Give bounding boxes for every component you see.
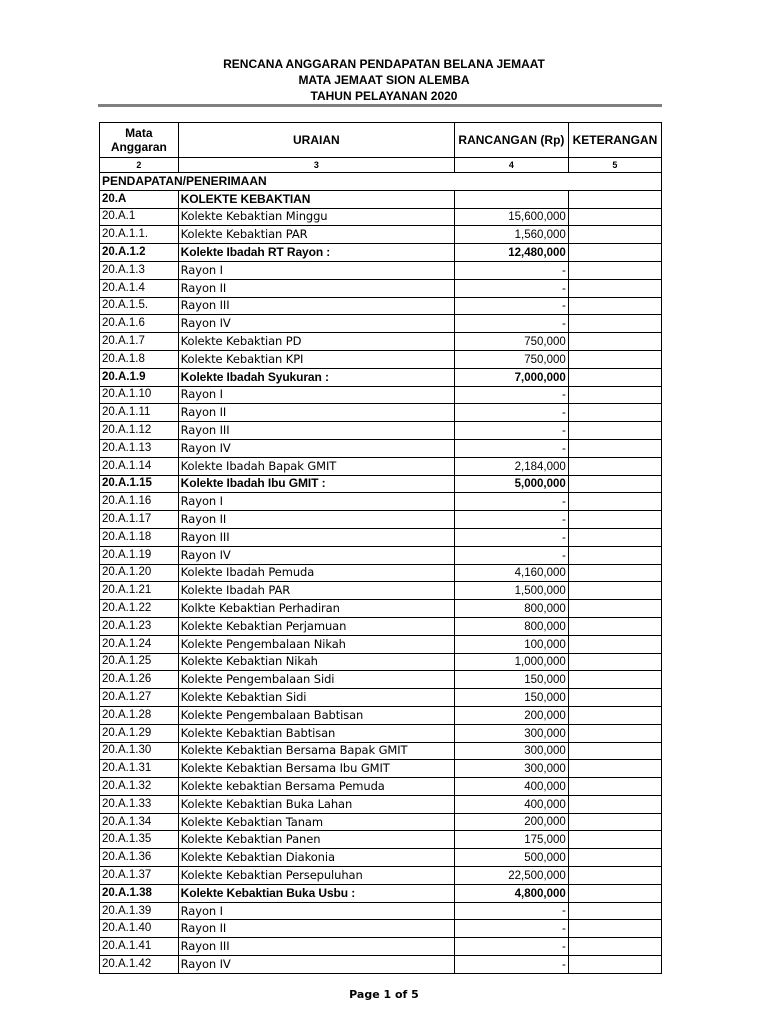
- column-number: 4: [454, 158, 568, 173]
- table-row: [100, 279, 662, 297]
- table-row: [100, 706, 662, 724]
- table-row: [100, 564, 662, 582]
- row-code: 20.A.1.27: [100, 689, 179, 707]
- row-description: Rayon I: [178, 386, 454, 404]
- table-row: [100, 493, 662, 511]
- document-title: [0, 56, 768, 104]
- row-description: Kolekte Pengembalaan Sidi: [178, 671, 454, 689]
- page-footer: Page 1 of 5: [349, 988, 419, 1001]
- table-row: [100, 475, 662, 493]
- row-description: Rayon IV: [178, 546, 454, 564]
- table-row: [100, 617, 662, 635]
- row-code: 20.A.1.34: [100, 813, 179, 831]
- row-description: Kolekte Kebaktian Tanam: [178, 813, 454, 831]
- table-row: [100, 689, 662, 707]
- row-code: 20.A.1.21: [100, 582, 179, 600]
- row-code: 20.A.1.2: [100, 244, 179, 262]
- row-description: Kolekte Kebaktian Buka Usbu :: [178, 884, 454, 902]
- row-note: [568, 404, 661, 422]
- row-description: Kolekte Kebaktian Diakonia: [178, 849, 454, 867]
- row-description: Kolekte Ibadah PAR: [178, 582, 454, 600]
- row-code: 20.A.1.23: [100, 617, 179, 635]
- row-code: 20.A.1.8: [100, 350, 179, 368]
- row-note: [568, 422, 661, 440]
- row-description: Kolekte kebaktian Bersama Pemuda: [178, 778, 454, 796]
- row-description: Kolekte Kebaktian Persepuluhan: [178, 867, 454, 885]
- row-amount: 750,000: [454, 350, 568, 368]
- row-amount: 5,000,000: [454, 475, 568, 493]
- table-row: [100, 867, 662, 885]
- row-description: Kolekte Kebaktian Perjamuan: [178, 617, 454, 635]
- row-note: [568, 546, 661, 564]
- row-code: 20.A.1.38: [100, 884, 179, 902]
- table-row: [100, 938, 662, 956]
- table-row: [100, 956, 662, 974]
- header-row: [100, 123, 662, 158]
- row-code: 20.A.1.41: [100, 938, 179, 956]
- row-code: 20.A.1.14: [100, 457, 179, 475]
- row-amount: 1,560,000: [454, 226, 568, 244]
- row-code: 20.A.1.22: [100, 600, 179, 618]
- row-description: Rayon III: [178, 297, 454, 315]
- row-note: [568, 190, 661, 208]
- row-description: Kolkte Kebaktian Perhadiran: [178, 600, 454, 618]
- row-note: [568, 279, 661, 297]
- row-note: [568, 261, 661, 279]
- table-row: [100, 244, 662, 262]
- row-description: Kolekte Kebaktian PD: [178, 333, 454, 351]
- row-description: Kolekte Ibadah Pemuda: [178, 564, 454, 582]
- row-code: 20.A: [100, 190, 179, 208]
- row-note: [568, 742, 661, 760]
- row-note: [568, 617, 661, 635]
- row-description: Rayon III: [178, 528, 454, 546]
- table-row: [100, 350, 662, 368]
- column-number: 5: [568, 158, 661, 173]
- row-note: [568, 564, 661, 582]
- header-uraian: URAIAN: [178, 123, 454, 158]
- row-note: [568, 778, 661, 796]
- row-description: Rayon II: [178, 511, 454, 529]
- row-code: 20.A.1.16: [100, 493, 179, 511]
- row-amount: 1,500,000: [454, 582, 568, 600]
- table-row: [100, 760, 662, 778]
- row-description: Kolekte Pengembalaan Babtisan: [178, 706, 454, 724]
- row-description: Rayon I: [178, 902, 454, 920]
- row-code: 20.A.1.39: [100, 902, 179, 920]
- table-row: [100, 226, 662, 244]
- row-note: [568, 600, 661, 618]
- row-description: KOLEKTE KEBAKTIAN: [178, 190, 454, 208]
- row-amount: -: [454, 261, 568, 279]
- row-amount: -: [454, 902, 568, 920]
- row-note: [568, 208, 661, 226]
- row-description: Rayon IV: [178, 439, 454, 457]
- row-description: Rayon II: [178, 920, 454, 938]
- row-amount: 100,000: [454, 635, 568, 653]
- row-note: [568, 493, 661, 511]
- table-row: [100, 920, 662, 938]
- row-note: [568, 689, 661, 707]
- table-row: [100, 208, 662, 226]
- table-row: [100, 582, 662, 600]
- row-amount: 200,000: [454, 813, 568, 831]
- row-code: 20.A.1.17: [100, 511, 179, 529]
- row-description: Rayon III: [178, 422, 454, 440]
- table-row: [100, 813, 662, 831]
- row-note: [568, 902, 661, 920]
- row-note: [568, 920, 661, 938]
- row-code: 20.A.1.15: [100, 475, 179, 493]
- row-amount: -: [454, 938, 568, 956]
- row-amount: 800,000: [454, 617, 568, 635]
- row-amount: -: [454, 315, 568, 333]
- row-code: 20.A.1.25: [100, 653, 179, 671]
- row-note: [568, 884, 661, 902]
- row-note: [568, 706, 661, 724]
- row-amount: -: [454, 493, 568, 511]
- row-note: [568, 849, 661, 867]
- row-code: 20.A.1.4: [100, 279, 179, 297]
- row-description: Kolekte Kebaktian PAR: [178, 226, 454, 244]
- row-code: 20.A.1.3: [100, 261, 179, 279]
- budget-table: [99, 122, 662, 974]
- row-amount: -: [454, 386, 568, 404]
- row-amount: 150,000: [454, 671, 568, 689]
- row-code: 20.A.1.6: [100, 315, 179, 333]
- row-code: 20.A.1.40: [100, 920, 179, 938]
- row-code: 20.A.1.32: [100, 778, 179, 796]
- row-code: 20.A.1.33: [100, 795, 179, 813]
- table-row: [100, 795, 662, 813]
- table-row: [100, 297, 662, 315]
- row-description: Kolekte Kebaktian Bersama Bapak GMIT: [178, 742, 454, 760]
- table-row: [100, 600, 662, 618]
- row-note: [568, 475, 661, 493]
- row-amount: 150,000: [454, 689, 568, 707]
- row-description: Rayon I: [178, 493, 454, 511]
- section-label: PENDAPATAN/PENERIMAAN: [100, 173, 662, 191]
- row-note: [568, 653, 661, 671]
- table-row: [100, 261, 662, 279]
- table-row: [100, 528, 662, 546]
- row-note: [568, 582, 661, 600]
- row-code: 20.A.1.28: [100, 706, 179, 724]
- row-amount: 500,000: [454, 849, 568, 867]
- row-code: 20.A.1: [100, 208, 179, 226]
- column-number: 2: [100, 158, 179, 173]
- row-note: [568, 315, 661, 333]
- table-row: [100, 635, 662, 653]
- row-description: Kolekte Pengembalaan Nikah: [178, 635, 454, 653]
- row-amount: -: [454, 511, 568, 529]
- table-row: [100, 422, 662, 440]
- title-line-3: TAHUN PELAYANAN 2020: [310, 89, 458, 103]
- row-note: [568, 956, 661, 974]
- row-amount: 1,000,000: [454, 653, 568, 671]
- table-row: [100, 546, 662, 564]
- title-line-2: MATA JEMAAT SION ALEMBA: [298, 73, 470, 87]
- row-amount: -: [454, 528, 568, 546]
- row-note: [568, 439, 661, 457]
- table-row: [100, 368, 662, 386]
- row-description: Rayon II: [178, 404, 454, 422]
- row-code: 20.A.1.12: [100, 422, 179, 440]
- row-description: Kolekte Kebaktian Minggu: [178, 208, 454, 226]
- row-code: 20.A.1.35: [100, 831, 179, 849]
- row-note: [568, 226, 661, 244]
- row-amount: 300,000: [454, 760, 568, 778]
- row-description: Kolekte Ibadah RT Rayon :: [178, 244, 454, 262]
- column-number: 3: [178, 158, 454, 173]
- row-note: [568, 795, 661, 813]
- row-amount: 400,000: [454, 778, 568, 796]
- row-code: 20.A.1.26: [100, 671, 179, 689]
- row-description: Kolekte Kebaktian Nikah: [178, 653, 454, 671]
- row-amount: 4,160,000: [454, 564, 568, 582]
- row-note: [568, 297, 661, 315]
- table-row: [100, 902, 662, 920]
- title-line-1: RENCANA ANGGARAN PENDAPATAN BELANA JEMAAT: [223, 57, 545, 71]
- row-description: Kolekte Kebaktian Panen: [178, 831, 454, 849]
- row-note: [568, 244, 661, 262]
- row-code: 20.A.1.1.: [100, 226, 179, 244]
- row-amount: -: [454, 422, 568, 440]
- row-description: Kolekte Kebaktian KPI: [178, 350, 454, 368]
- row-code: 20.A.1.30: [100, 742, 179, 760]
- table-row: [100, 190, 662, 208]
- row-description: Kolekte Kebaktian Bersama Ibu GMIT: [178, 760, 454, 778]
- table-row: [100, 724, 662, 742]
- row-code: 20.A.1.36: [100, 849, 179, 867]
- table-row: [100, 884, 662, 902]
- row-amount: 4,800,000: [454, 884, 568, 902]
- column-number-row: [100, 158, 662, 173]
- table-row: [100, 778, 662, 796]
- row-amount: 7,000,000: [454, 368, 568, 386]
- header-keterangan: KETERANGAN: [568, 123, 661, 158]
- row-code: 20.A.1.29: [100, 724, 179, 742]
- row-amount: 800,000: [454, 600, 568, 618]
- row-amount: 15,600,000: [454, 208, 568, 226]
- row-amount: 175,000: [454, 831, 568, 849]
- row-amount: -: [454, 956, 568, 974]
- section-row: [100, 173, 662, 191]
- row-note: [568, 528, 661, 546]
- row-note: [568, 333, 661, 351]
- row-note: [568, 938, 661, 956]
- row-note: [568, 867, 661, 885]
- table-row: [100, 653, 662, 671]
- row-amount: -: [454, 920, 568, 938]
- row-code: 20.A.1.18: [100, 528, 179, 546]
- table-row: [100, 386, 662, 404]
- table-row: [100, 742, 662, 760]
- row-description: Rayon III: [178, 938, 454, 956]
- table-row: [100, 671, 662, 689]
- row-note: [568, 386, 661, 404]
- row-description: Kolekte Kebaktian Babtisan: [178, 724, 454, 742]
- row-code: 20.A.1.42: [100, 956, 179, 974]
- row-code: 20.A.1.7: [100, 333, 179, 351]
- row-note: [568, 635, 661, 653]
- row-amount: -: [454, 404, 568, 422]
- row-code: 20.A.1.37: [100, 867, 179, 885]
- row-amount: 2,184,000: [454, 457, 568, 475]
- row-description: Kolekte Kebaktian Buka Lahan: [178, 795, 454, 813]
- row-note: [568, 511, 661, 529]
- row-code: 20.A.1.10: [100, 386, 179, 404]
- row-amount: 750,000: [454, 333, 568, 351]
- header-rancangan: RANCANGAN (Rp): [454, 123, 568, 158]
- row-note: [568, 368, 661, 386]
- row-code: 20.A.1.19: [100, 546, 179, 564]
- row-note: [568, 671, 661, 689]
- row-amount: 200,000: [454, 706, 568, 724]
- table-row: [100, 404, 662, 422]
- table-row: [100, 439, 662, 457]
- title-divider: [98, 104, 662, 107]
- row-amount: 22,500,000: [454, 867, 568, 885]
- row-amount: [454, 190, 568, 208]
- table-row: [100, 849, 662, 867]
- row-amount: 300,000: [454, 742, 568, 760]
- row-note: [568, 831, 661, 849]
- row-note: [568, 813, 661, 831]
- row-note: [568, 724, 661, 742]
- row-code: 20.A.1.9: [100, 368, 179, 386]
- row-code: 20.A.1.24: [100, 635, 179, 653]
- row-code: 20.A.1.5.: [100, 297, 179, 315]
- table-row: [100, 333, 662, 351]
- row-amount: 400,000: [454, 795, 568, 813]
- row-amount: -: [454, 297, 568, 315]
- row-description: Kolekte Kebaktian Sidi: [178, 689, 454, 707]
- row-amount: -: [454, 279, 568, 297]
- header-mata-anggaran: Mata Anggaran: [100, 123, 179, 158]
- row-description: Rayon I: [178, 261, 454, 279]
- row-amount: -: [454, 546, 568, 564]
- row-code: 20.A.1.31: [100, 760, 179, 778]
- row-amount: 12,480,000: [454, 244, 568, 262]
- row-note: [568, 760, 661, 778]
- row-amount: -: [454, 439, 568, 457]
- table-row: [100, 457, 662, 475]
- row-description: Kolekte Ibadah Bapak GMIT: [178, 457, 454, 475]
- table-row: [100, 315, 662, 333]
- row-note: [568, 457, 661, 475]
- row-description: Kolekte Ibadah Ibu GMIT :: [178, 475, 454, 493]
- row-description: Kolekte Ibadah Syukuran :: [178, 368, 454, 386]
- row-description: Rayon IV: [178, 956, 454, 974]
- row-description: Rayon II: [178, 279, 454, 297]
- row-code: 20.A.1.13: [100, 439, 179, 457]
- row-code: 20.A.1.20: [100, 564, 179, 582]
- row-description: Rayon IV: [178, 315, 454, 333]
- row-note: [568, 350, 661, 368]
- row-amount: 300,000: [454, 724, 568, 742]
- row-code: 20.A.1.11: [100, 404, 179, 422]
- table-row: [100, 511, 662, 529]
- table-row: [100, 831, 662, 849]
